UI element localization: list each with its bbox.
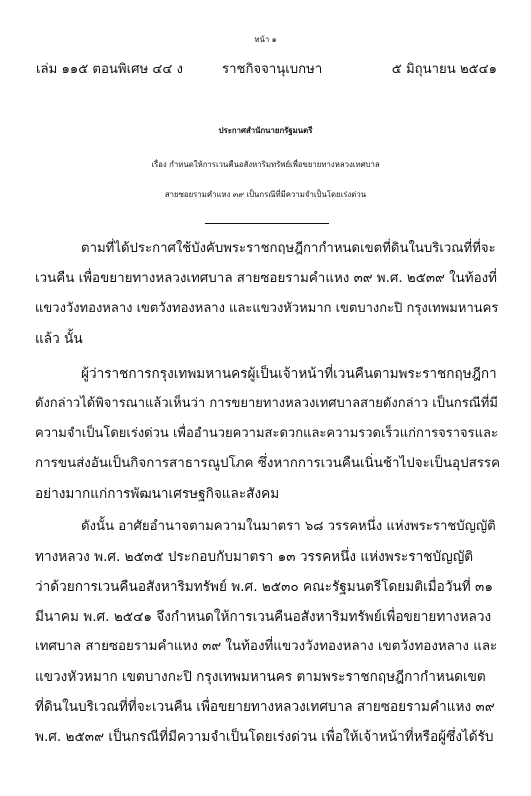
body-line: ตามที่ได้ประกาศใช้บังคับพระราชกฤษฎีกากำหนดเขตที่ดินในบริเวณที่ที่จะ [81,241,496,256]
subject-line-2: สายซอยรามคำแหง ๓๙ เป็นกรณีที่มีความจำเป็นโดยเร่งด่วน [164,190,367,199]
body-line: พ.ศ. ๒๕๓๙ เป็นกรณีที่มีความจำเป็นโดยเร่งด่วน เพื่อให้เจ้าหน้าที่หรือผู้ซึ่งได้รับ [35,729,494,745]
body-line: เวนคืน เพื่อขยายทางหลวงเทศบาล สายซอยรามคำแหง ๓๙ พ.ศ. ๒๕๓๙ ในท้องที่ [35,271,497,286]
gazette-name: ราชกิจจานุเบกษา [222,62,323,77]
publication-date: ๕ มิถุนายน ๒๕๔๑ [391,62,497,77]
body-line: การขนส่งอันเป็นกิจการสาธารณูปโภค ซึ่งหากการเวนคืนเนิ่นช้าไปจะเป็นอุปสรรค [35,456,501,471]
announcement-title: ประกาศสำนักนายกรัฐมนตรี [218,126,313,135]
volume-label: เล่ม ๑๑๕ ตอนพิเศษ ๔๔ ง [36,62,183,77]
body-line: ผู้ว่าราชการกรุงเทพมหานครผู้เป็นเจ้าหน้าที่เวนคืนตามพระราชกฤษฎีกา [81,366,497,382]
body-line: มีนาคม พ.ศ. ๒๕๔๑ จึงกำหนดให้การเวนคืนอสังหาริมทรัพย์เพื่อขยายทางหลวง [35,609,492,625]
body-line: ทางหลวง พ.ศ. ๒๕๓๕ ประกอบกับมาตรา ๑๓ วรรคหนึ่ง แห่งพระราชบัญญัติ [35,549,474,565]
body-line: แขวงหัวหมาก เขตบางกะปิ กรุงเทพมหานคร ตามพระราชกฤษฎีกากำหนดเขต [35,669,486,685]
body-line: แขวงวังทองหลาง เขตวังทองหลาง และแขวงหัวหมาก เขตบางกะปิ กรุงเทพมหานคร [35,301,499,316]
body-line: ดังนั้น อาศัยอำนาจตามความในมาตรา ๖๘ วรรคหนึ่ง แห่งพระราชบัญญัติ [81,519,496,534]
body-line: ดังกล่าวได้พิจารณาแล้วเห็นว่า การขยายทางหลวงเทศบาลสายดังกล่าว เป็นกรณีที่มี [35,396,498,411]
body-line: แล้ว นั้น [35,331,83,347]
body-line: เทศบาล สายซอยรามคำแหง ๓๙ ในท้องที่แขวงวังทองหลาง เขตวังทองหลาง และ [35,639,498,654]
body-line: อย่างมากแก่การพัฒนาเศรษฐกิจและสังคม [35,486,280,502]
title-divider [205,223,329,224]
subject-line-1: เรื่อง กำหนดให้การเวนคืนอสังหาริมทรัพย์เพื่อขยายทางหลวงเทศบาล [151,160,380,169]
body-line: ความจำเป็นโดยเร่งด่วน เพื่ออำนวยความสะดวกและความรวดเร็วแก่การจราจรและ [35,426,498,441]
body-line: ที่ดินในบริเวณที่ที่จะเวนคืน เพื่อขยายทางหลวงเทศบาล สายซอยรามคำแหง ๓๙ [35,699,495,715]
page-number: หน้า ๑ [254,35,277,44]
body-line: ว่าด้วยการเวนคืนอสังหาริมทรัพย์ พ.ศ. ๒๕๓๐ คณะรัฐมนตรีโดยมติเมื่อวันที่ ๓๑ [35,579,493,595]
